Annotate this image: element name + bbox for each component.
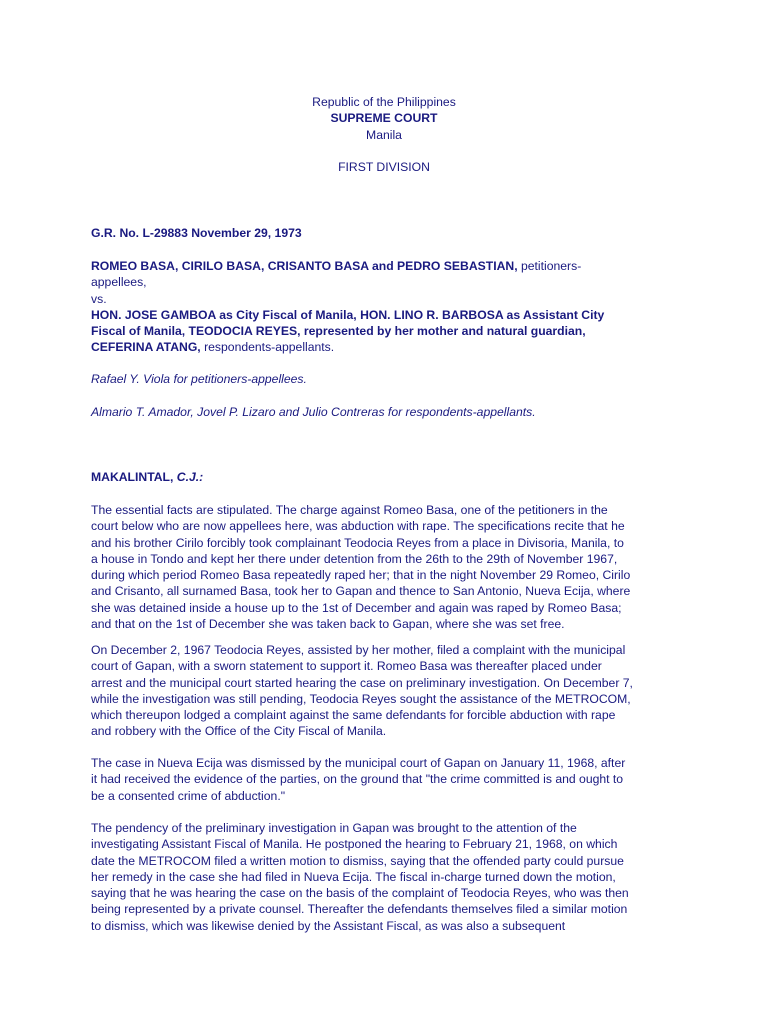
- respondents-role: respondents-appellants.: [204, 340, 335, 355]
- republic-line: Republic of the Philippines: [312, 95, 456, 109]
- ponente: [91, 469, 681, 485]
- petitioners-role: petitioners-: [520, 259, 582, 273]
- respondents-line-2: Fiscal of Manila, TEODOCIA REYES, represented by her mother and natural guardian,: [91, 324, 586, 339]
- court-city: Manila: [366, 127, 402, 142]
- court-name: SUPREME COURT: [330, 111, 438, 126]
- case-number: G.R. No. L-29883 November 29, 1973: [91, 226, 302, 240]
- versus: vs.: [91, 291, 107, 306]
- petitioners-names: ROMEO BASA, CIRILO BASA, CRISANTO BASA and PEDRO SEBASTIAN,: [91, 259, 518, 273]
- ponente-name: MAKALINTAL,: [91, 470, 174, 484]
- petitioners: [91, 258, 681, 274]
- paragraph-1: The essential facts are stipulated. The charge against Romeo Basa, one of the petitioners in the court below who are now appellees here, was abduction with rape. The specifications recite that he and his brother Cirilo forcibly took complainant Teodocia Reyes from a place in Divisoria, Manila, to a house in Tondo and kept her there under detention from the 26th to the 29th of November 1967, during which period Romeo Basa repeatedly raped her; that in the night November 29 Romeo, Cirilo and Crisanto, all surnamed Basa, took her to Gapan and thence to San Antonio, Nueva Ecija, where she was detained inside a house up to the 1st of December and again was raped by Romeo Basa; and that on the 1st of December she was taken back to Gapan, where she was set free.: [91, 503, 631, 632]
- paragraph-4: The pendency of the preliminary investigation in Gapan was brought to the attention of the investigating Assistant Fiscal of Manila. He postponed the hearing to February 21, 1968, on which date the METROCOM filed a written motion to dismiss, saying that the offended party could pursue her remedy in the case she had filed in Nueva Ecija. The fiscal in-charge turned down the motion, saying that he was hearing the case on the basis of the complaint of Teodocia Reyes, who was then being represented by a private counsel. Thereafter the defendants themselves filed a similar motion to dismiss, which was likewise denied by the Assistant Fiscal, as was also a subsequent: [91, 821, 629, 933]
- counsel-petitioners: Rafael Y. Viola for petitioners-appellees.: [91, 372, 307, 386]
- parties-block: [91, 258, 681, 356]
- respondents-line-3: [91, 339, 681, 355]
- respondents-line-1: HON. JOSE GAMBOA as City Fiscal of Manila, HON. LINO R. BARBOSA as Assistant City: [91, 307, 605, 322]
- division-line: FIRST DIVISION: [338, 159, 430, 174]
- paragraph-3: The case in Nueva Ecija was dismissed by the municipal court of Gapan on January 11, 1968, after it had received the evidence of the parties, on the ground that "the crime committed is and ought to be a consented crime of abduction.": [91, 756, 626, 803]
- paragraph-2: On December 2, 1967 Teodocia Reyes, assisted by her mother, filed a complaint with the municipal court of Gapan, with a sworn statement to support it. Romeo Basa was thereafter placed under arrest and the municipal court started hearing the case on preliminary investigation. On December 7, while the investigation was still pending, Teodocia Reyes sought the assistance of the METROCOM, which thereupon lodged a complaint against the same defendants for forcible abduction with rape and robbery with the Office of the City Fiscal of Manila.: [91, 643, 633, 739]
- counsel-respondents: Almario T. Amador, Jovel P. Lizaro and Julio Contreras for respondents-appellants.: [91, 405, 536, 419]
- ponente-title: C.J.:: [176, 470, 204, 484]
- petitioners-role-cont: appellees,: [91, 275, 147, 290]
- respondents-names-end: CEFERINA ATANG,: [91, 340, 201, 355]
- court-header: [0, 94, 768, 175]
